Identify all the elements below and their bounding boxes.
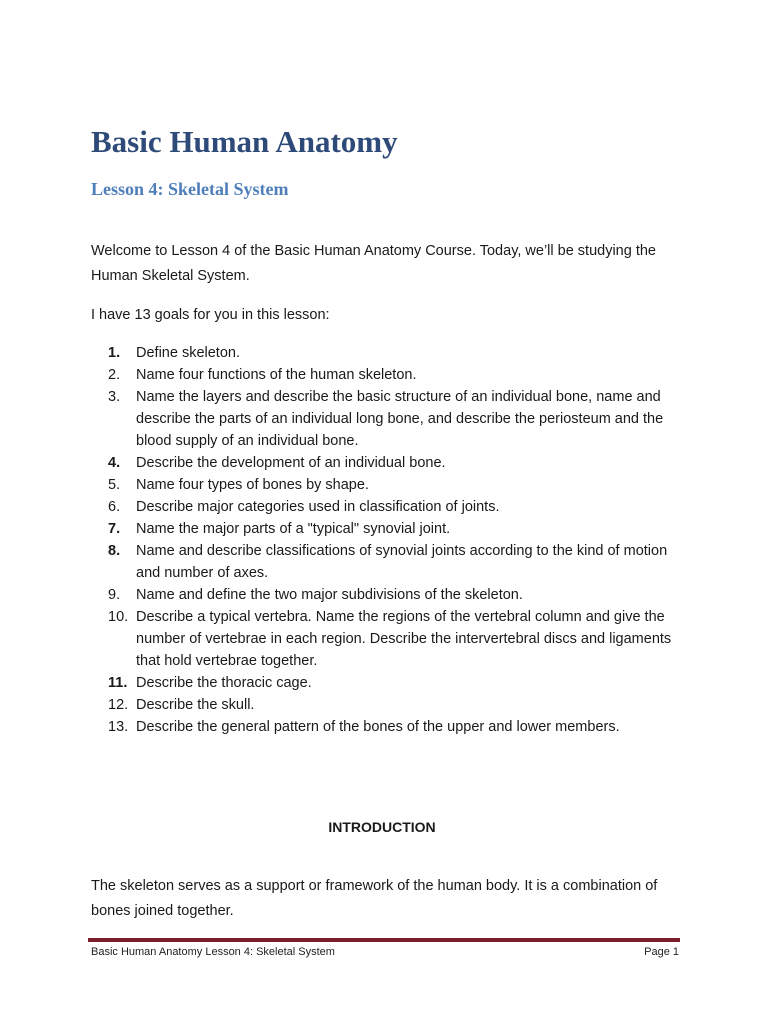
page-number: Page 1 xyxy=(644,946,679,958)
list-item-number: 2. xyxy=(108,367,121,383)
footer-divider xyxy=(88,938,680,942)
list-item xyxy=(91,474,691,496)
section-heading xyxy=(0,819,768,835)
list-item xyxy=(91,584,691,606)
list-item xyxy=(91,452,691,474)
list-item-text: Define skeleton. xyxy=(136,345,240,361)
list-item-text: Describe the general pattern of the bones of the upper and lower members. xyxy=(136,719,620,735)
list-item-number: 5. xyxy=(108,477,121,493)
list-item-number: 9. xyxy=(108,587,121,603)
list-item-number: 10. xyxy=(108,609,129,625)
list-item xyxy=(91,672,691,694)
goals-list xyxy=(91,342,691,738)
list-item xyxy=(91,342,691,364)
list-item-number: 3. xyxy=(108,389,121,405)
section-paragraph: The skeleton serves as a support or framework of the human body. It is a combination of bones joined together. xyxy=(91,878,658,919)
list-item-text: Name and define the two major subdivisions of the skeleton. xyxy=(136,587,523,603)
list-item xyxy=(91,694,691,716)
list-item-number: 7. xyxy=(108,521,121,537)
intro-paragraph: Welcome to Lesson 4 of the Basic Human Anatomy Course. Today, we’ll be studying the Human Skeletal System. xyxy=(91,243,656,284)
list-item-number: 11. xyxy=(108,675,128,691)
list-item-text: Name four types of bones by shape. xyxy=(136,477,369,493)
footer-title: Basic Human Anatomy Lesson 4: Skeletal System xyxy=(91,946,335,958)
list-item-number: 12. xyxy=(108,697,129,713)
list-item xyxy=(91,518,691,540)
list-item xyxy=(91,386,691,452)
document-title: Basic Human Anatomy xyxy=(91,124,398,159)
list-item-text: Name and describe classifications of synovial joints according to the kind of motion and number of axes. xyxy=(136,543,668,581)
list-item-text: Name the major parts of a "typical" synovial joint. xyxy=(136,521,451,537)
list-item xyxy=(91,364,691,386)
list-item-number: 6. xyxy=(108,499,121,515)
list-item-number: 13. xyxy=(108,719,129,735)
list-item-text: Describe the thoracic cage. xyxy=(136,675,312,691)
list-item-text: Name four functions of the human skeleton. xyxy=(136,367,417,383)
list-item-number: 4. xyxy=(108,455,121,471)
list-item-text: Name the layers and describe the basic structure of an individual bone, name and describe the parts of an individual long bone, and describe the periosteum and the blood supply of an individual bone. xyxy=(136,389,664,449)
list-item-number: 1. xyxy=(108,345,121,361)
list-item-text: Describe major categories used in classification of joints. xyxy=(136,499,500,515)
goals-intro: I have 13 goals for you in this lesson: xyxy=(91,307,330,323)
list-item xyxy=(91,716,691,738)
list-item-text: Describe a typical vertebra. Name the regions of the vertebral column and give the number of vertebrae in each region. Describe the intervertebral discs and ligaments that hold vertebrae together. xyxy=(136,609,672,669)
list-item xyxy=(91,606,691,672)
lesson-subtitle: Lesson 4: Skeletal System xyxy=(91,179,289,199)
list-item xyxy=(91,496,691,518)
list-item-text: Describe the skull. xyxy=(136,697,255,713)
section-heading-text: INTRODUCTION xyxy=(328,819,436,835)
list-item xyxy=(91,540,691,584)
list-item-number: 8. xyxy=(108,543,121,559)
list-item-text: Describe the development of an individual bone. xyxy=(136,455,446,471)
